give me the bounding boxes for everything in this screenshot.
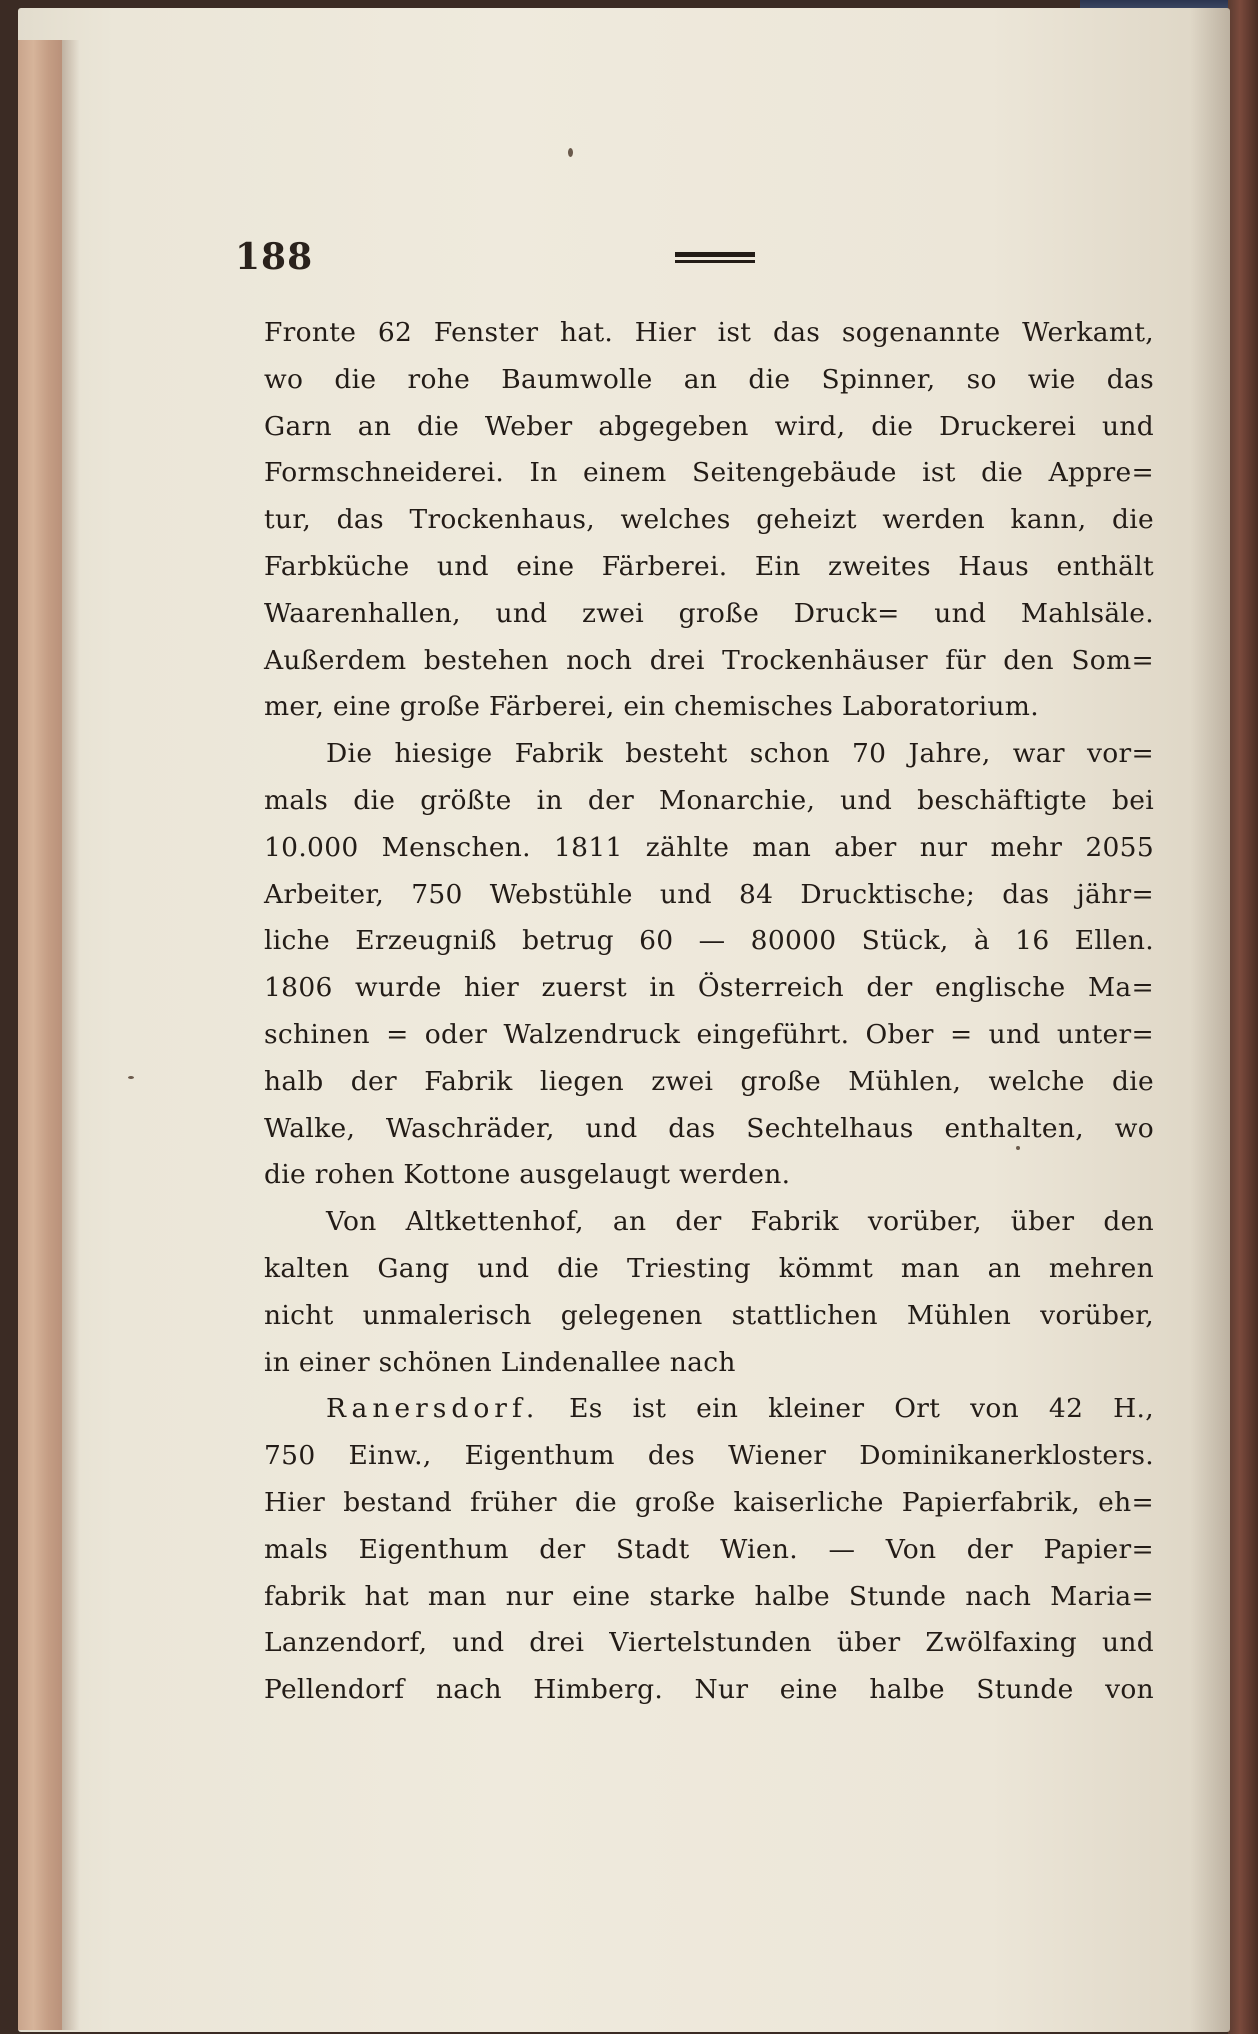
page-number: 188 — [235, 236, 314, 278]
text-line: Lanzendorf, und drei Viertelstunden über Zwölfaxing und — [264, 1627, 1154, 1659]
text-line: fabrik hat man nur eine starke halbe Stunde nach Maria= — [264, 1580, 1154, 1612]
header-rule-thin — [675, 260, 755, 263]
text-line: kalten Gang und die Triesting kömmt man an mehren — [264, 1252, 1154, 1284]
spine-margin-strip — [18, 40, 62, 2030]
text-line: Waarenhallen, und zwei große Druck= und Mahlsäle. — [264, 597, 1154, 629]
header-double-rule — [675, 252, 755, 264]
paper-speck — [128, 1076, 134, 1079]
text-line: Walke, Waschräder, und das Sechtelhaus enthalten, wo — [264, 1112, 1154, 1144]
text-line: Hier bestand früher die große kaiserliche Papierfabrik, eh= — [264, 1486, 1154, 1518]
text-line: tur, das Trockenhaus, welches geheizt werden kann, die — [264, 504, 1154, 536]
text-line: Pellendorf nach Himberg. Nur eine halbe Stunde von — [264, 1674, 1154, 1706]
text-line: mals Eigenthum der Stadt Wien. — Von der Papier= — [264, 1533, 1154, 1565]
header-rule-thick — [675, 252, 755, 257]
text-line: 750 Einw., Eigenthum des Wiener Dominikanerklosters. — [264, 1440, 1154, 1472]
text-line: schinen = oder Walzendruck eingeführt. Ober = und unter= — [264, 1018, 1154, 1050]
text-line: 1806 wurde hier zuerst in Österreich der englische Ma= — [264, 972, 1154, 1004]
text-line: Garn an die Weber abgegeben wird, die Druckerei und — [264, 410, 1154, 442]
text-line-rest: Es ist ein kleiner Ort von 42 H., — [569, 1393, 1154, 1425]
gutter-shadow — [62, 40, 80, 2030]
text-line: nicht unmalerisch gelegenen stattlichen Mühlen vorüber, — [264, 1299, 1154, 1331]
body-text — [264, 310, 1154, 1714]
text-line: wo die rohe Baumwolle an die Spinner, so wie das — [264, 363, 1154, 395]
text-line: 10.000 Menschen. 1811 zählte man aber nur mehr 2055 — [264, 831, 1154, 863]
text-line: in einer schönen Lindenallee nach — [264, 1346, 736, 1378]
text-line: Außerdem bestehen noch drei Trockenhäuser für den Som= — [264, 644, 1154, 676]
text-line: Farbküche und eine Färberei. Ein zweites Haus enthält — [264, 550, 1154, 582]
text-line: mer, eine große Färberei, ein chemisches Laboratorium. — [264, 691, 1039, 723]
text-line: liche Erzeugniß betrug 60 — 80000 Stück, à 16 Ellen. — [264, 925, 1154, 957]
text-line: die rohen Kottone ausgelaugt werden. — [264, 1159, 791, 1191]
text-line: halb der Fabrik liegen zwei große Mühlen, welche die — [264, 1065, 1154, 1097]
text-line: mals die größte in der Monarchie, und beschäftigte bei — [264, 784, 1154, 816]
paper-speck — [568, 148, 573, 157]
page-edge-shadow — [1190, 8, 1230, 2032]
place-name: Ranersdorf. — [326, 1393, 540, 1425]
text-line-with-place-name — [264, 1386, 1154, 1433]
text-line: Formschneiderei. In einem Seitengebäude ist die Appre= — [264, 457, 1154, 489]
text-line: Von Altkettenhof, an der Fabrik vorüber, über den — [326, 1206, 1154, 1238]
text-line: Fronte 62 Fenster hat. Hier ist das sogenannte Werkamt, — [264, 317, 1154, 348]
text-line: Die hiesige Fabrik besteht schon 70 Jahre, war vor= — [326, 738, 1154, 770]
text-line: Arbeiter, 750 Webstühle und 84 Drucktische; das jähr= — [264, 878, 1154, 910]
book-cover-edge-right — [1228, 0, 1258, 2034]
running-head — [235, 236, 1080, 286]
